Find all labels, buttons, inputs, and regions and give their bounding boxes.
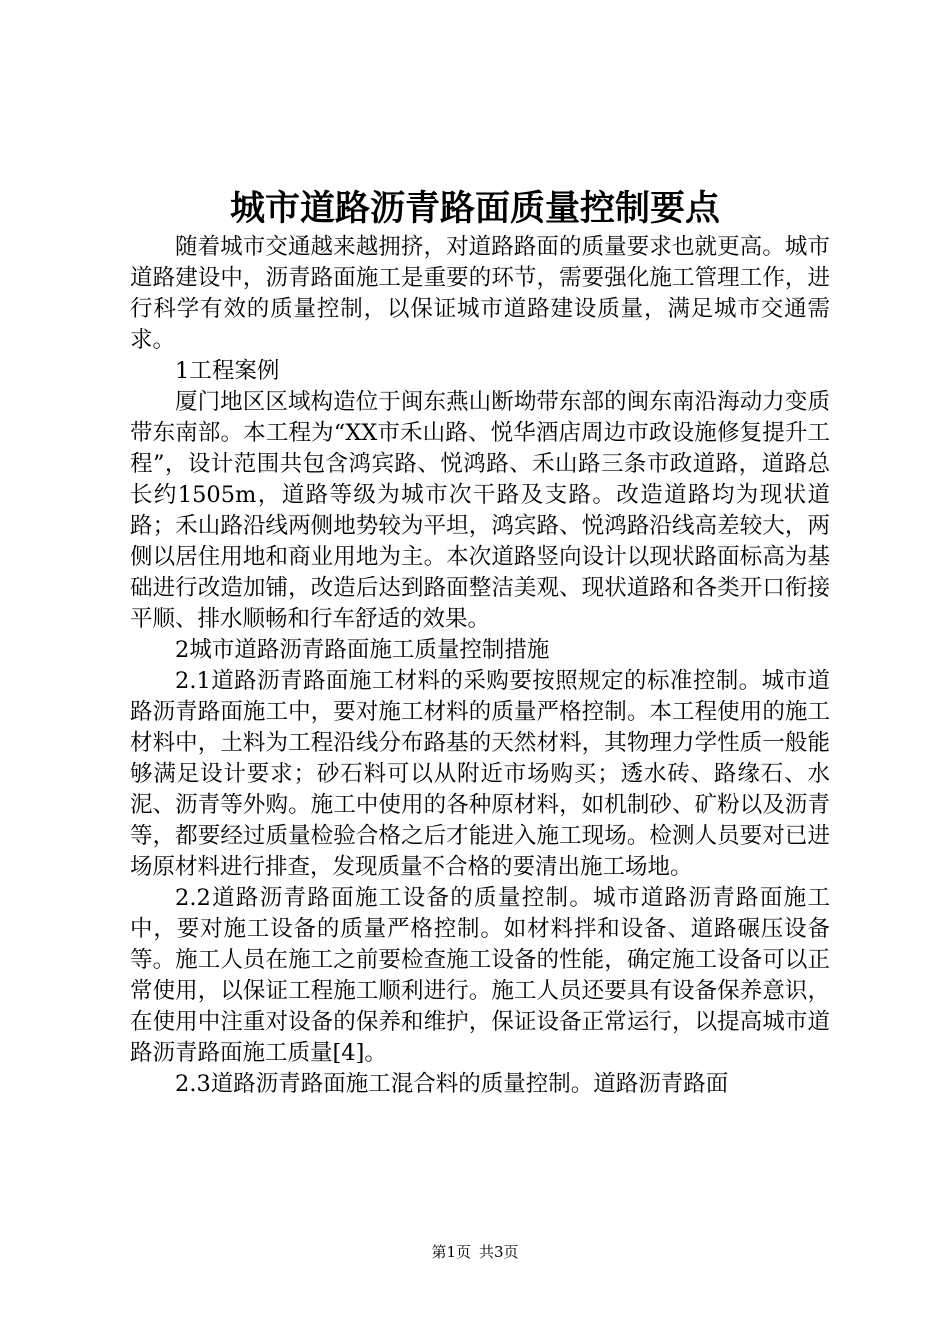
section-heading-2: 2城市道路沥青路面施工质量控制措施: [175, 637, 550, 663]
page-number: 第1页: [431, 1243, 471, 1261]
page-total: 共3页: [479, 1243, 519, 1261]
intro-paragraph: 随着城市交通越来越拥挤，对道路路面的质量要求也就更高。城市道路建设中，沥青路面施工是重要的环节，需要强化施工管理工作，进行科学有效的质量控制，以保证城市道路建设质量，满足城市交通需求。: [130, 234, 830, 353]
document-body: [130, 232, 830, 1100]
page-footer: [0, 1241, 950, 1263]
section-heading-1: 1工程案例: [175, 358, 280, 384]
mixture-paragraph: 2.3道路沥青路面施工混合料的质量控制。道路沥青路面: [175, 1071, 729, 1097]
case-paragraph: 厦门地区区域构造位于闽东燕山断坳带东部的闽东南沿海动力变质带东南部。本工程为“XX市禾山路、悦华酒店周边市政设施修复提升工程”，设计范围共包含鸿宾路、悦鸿路、禾山路三条市政道路，道路总长约1505m，道路等级为城市次干路及支路。改造道路均为现状道路；禾山路沿线两侧地势较为平坦，鸿宾路、悦鸿路沿线高差较大，两侧以居住用地和商业用地为主。本次道路竖向设计以现状路面标高为基础进行改造加铺，改造后达到路面整洁美观、现状道路和各类开口衔接平顺、排水顺畅和行车舒适的效果。: [130, 389, 830, 632]
document-title: 城市道路沥青路面质量控制要点: [229, 189, 720, 229]
materials-paragraph: 2.1道路沥青路面施工材料的采购要按照规定的标准控制。城市道路沥青路面施工中，要对施工材料的质量严格控制。本工程使用的施工材料中，土料为工程沿线分布路基的天然材料，其物理力学性质一般能够满足设计要求；砂石料可以从附近市场购买；透水砖、路缘石、水泥、沥青等外购。施工中使用的各种原材料，如机制砂、矿粉以及沥青等，都要经过质量检验合格之后才能进入施工现场。检测人员要对已进场原材料进行排查，发现质量不合格的要清出施工场地。: [130, 668, 830, 880]
equipment-paragraph: 2.2道路沥青路面施工设备的质量控制。城市道路沥青路面施工中，要对施工设备的质量严格控制。如材料拌和设备、道路碾压设备等。施工人员在施工之前要检查施工设备的性能，确定施工设备可以正常使用，以保证工程施工顺利进行。施工人员还要具有设备保养意识，在使用中注重对设备的保养和维护，保证设备正常运行，以提高城市道路沥青路面施工质量[4]。: [130, 885, 830, 1066]
